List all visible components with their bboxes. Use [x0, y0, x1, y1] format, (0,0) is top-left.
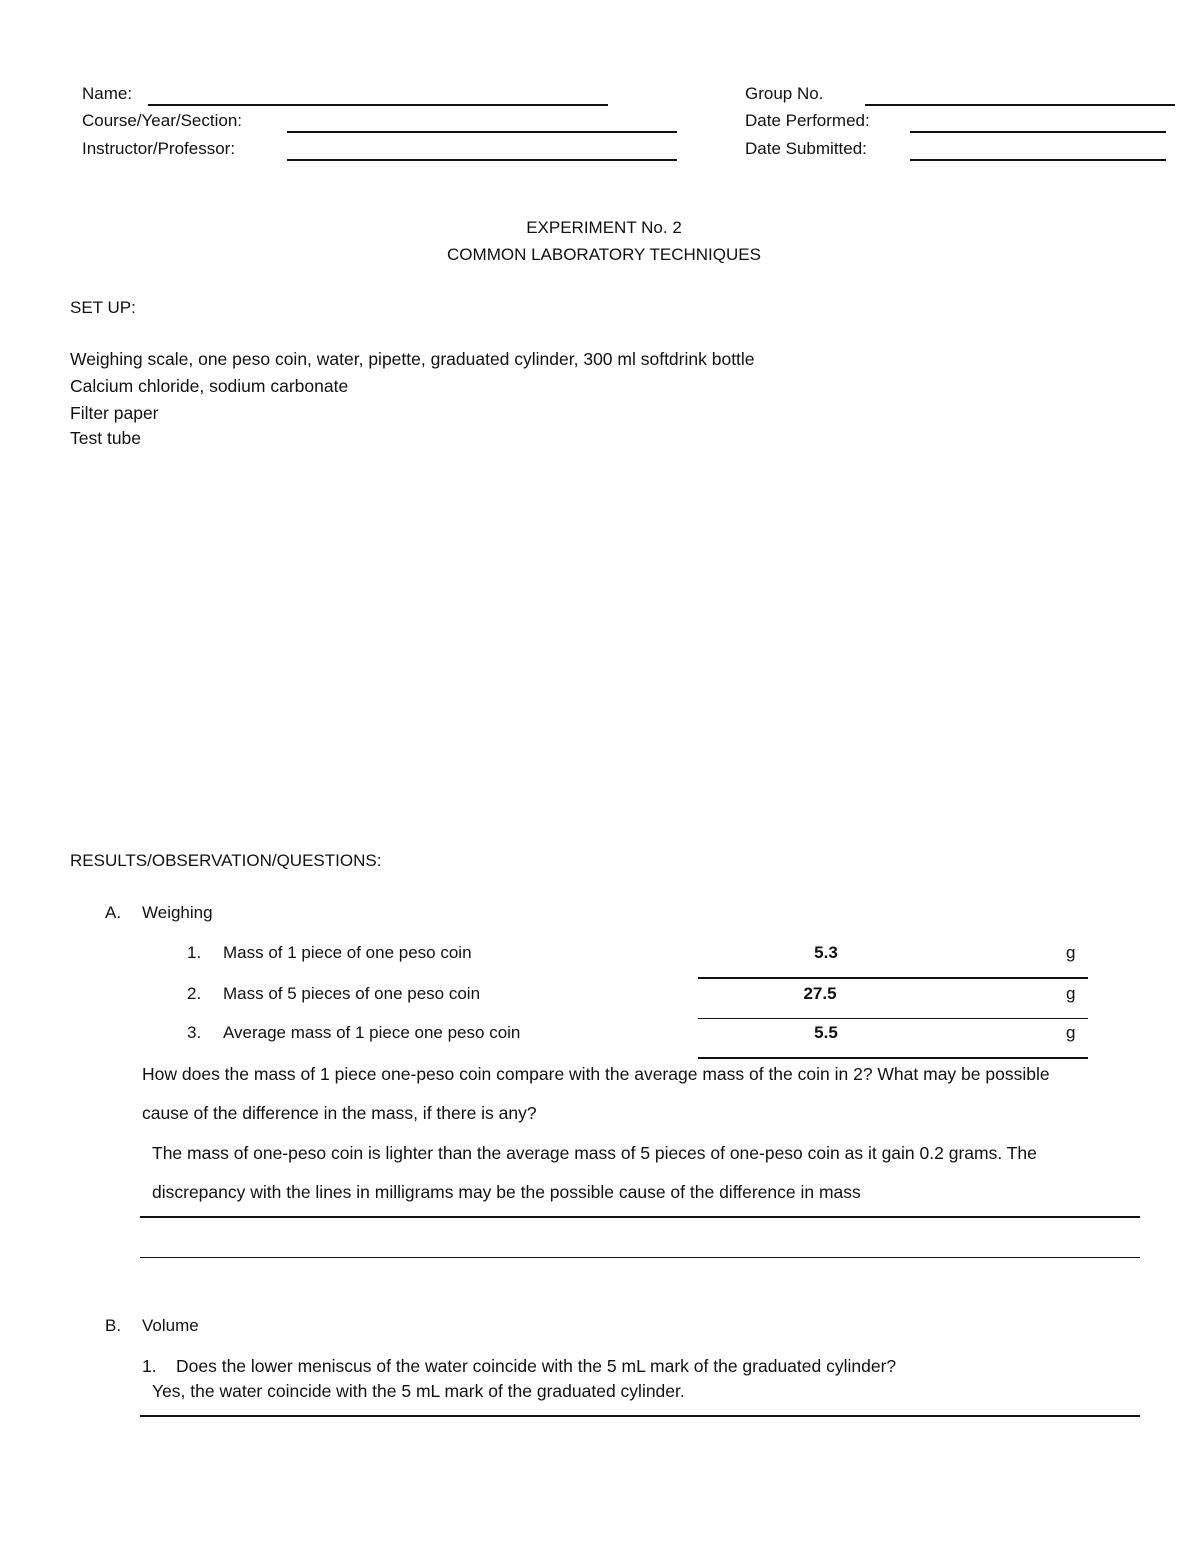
setup-item: Filter paper — [70, 403, 159, 423]
section-b-title: Volume — [142, 1316, 199, 1335]
name-label: Name: — [82, 84, 133, 103]
answer-underline — [140, 1257, 1140, 1258]
volume-answer: Yes, the water coincide with the 5 mL mark of the graduated cylinder. — [152, 1381, 685, 1401]
name-field-line[interactable] — [148, 104, 608, 106]
section-a-letter: A. — [105, 903, 122, 922]
row-label: Average mass of 1 piece one peso coin — [223, 1023, 521, 1042]
row-unit: g — [1066, 984, 1076, 1003]
setup-item: Weighing scale, one peso coin, water, pipette, graduated cylinder, 300 ml softdrink bottle — [70, 349, 755, 369]
volume-question-number: 1. — [142, 1356, 157, 1376]
weighing-question-line1: How does the mass of 1 piece one-peso coin compare with the average mass of the coin in 2? What may be possible — [142, 1064, 1050, 1084]
weighing-question-line2: cause of the difference in the mass, if there is any? — [142, 1103, 537, 1123]
results-heading: RESULTS/OBSERVATION/QUESTIONS: — [70, 851, 382, 870]
course-label: Course/Year/Section: — [82, 111, 243, 130]
instructor-field-line[interactable] — [287, 159, 677, 161]
row-value: 5.5 — [814, 1023, 838, 1042]
course-field-line[interactable] — [287, 131, 677, 133]
date-submitted-label: Date Submitted: — [745, 139, 867, 158]
date-submitted-field-line[interactable] — [910, 159, 1166, 161]
setup-item: Test tube — [70, 428, 142, 448]
answer-underline — [140, 1216, 1140, 1218]
group-field-line[interactable] — [865, 104, 1175, 106]
value-underline — [698, 977, 1088, 979]
date-performed-field-line[interactable] — [910, 131, 1166, 133]
group-label: Group No. — [745, 84, 824, 103]
answer-underline — [140, 1415, 1140, 1417]
row-label: Mass of 5 pieces of one peso coin — [223, 984, 481, 1003]
instructor-label: Instructor/Professor: — [82, 139, 236, 158]
date-performed-label: Date Performed: — [745, 111, 870, 130]
row-number: 1. — [187, 943, 202, 962]
row-value: 5.3 — [814, 943, 838, 962]
row-number: 3. — [187, 1023, 202, 1042]
row-number: 2. — [187, 984, 202, 1003]
row-unit: g — [1066, 943, 1076, 962]
setup-heading: SET UP: — [70, 298, 136, 317]
volume-question: Does the lower meniscus of the water coincide with the 5 mL mark of the graduated cylinder? — [176, 1356, 897, 1376]
setup-item: Calcium chloride, sodium carbonate — [70, 376, 349, 396]
weighing-answer-line1: The mass of one-peso coin is lighter than the average mass of 5 pieces of one-peso coin as it gain 0.2 grams. The — [152, 1143, 1037, 1163]
row-label: Mass of 1 piece of one peso coin — [223, 943, 472, 962]
weighing-answer-line2: discrepancy with the lines in milligrams may be the possible cause of the difference in mass — [152, 1182, 861, 1202]
row-value: 27.5 — [803, 984, 837, 1003]
experiment-subtitle: COMMON LABORATORY TECHNIQUES — [447, 245, 761, 264]
section-b-letter: B. — [105, 1316, 122, 1335]
value-underline — [698, 1018, 1088, 1019]
section-a-title: Weighing — [142, 903, 213, 922]
experiment-title: EXPERIMENT No. 2 — [526, 218, 682, 237]
value-underline — [698, 1057, 1088, 1059]
row-unit: g — [1066, 1023, 1076, 1042]
